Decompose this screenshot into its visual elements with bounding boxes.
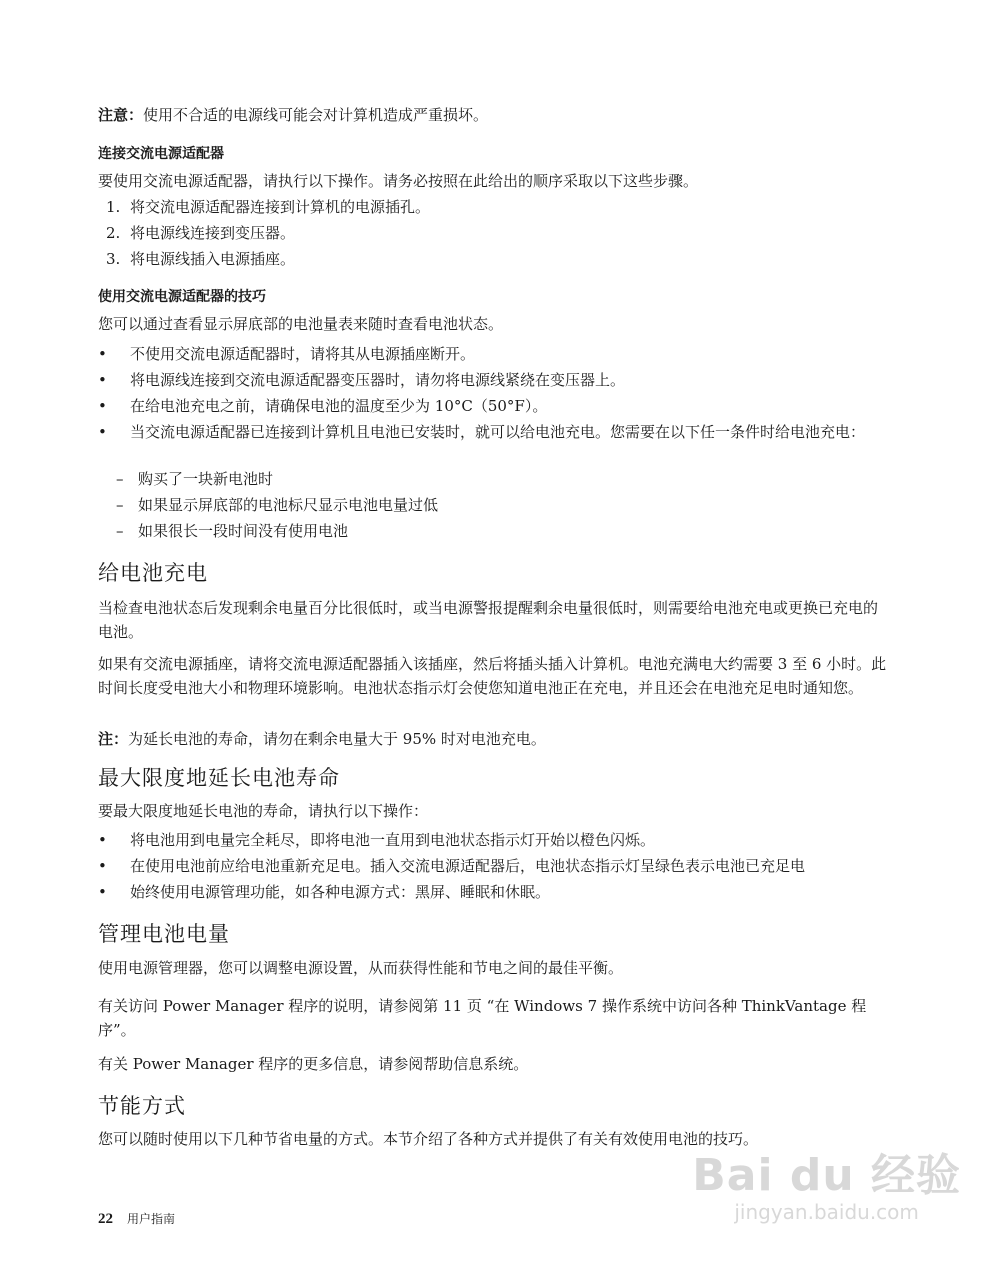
bullet-text: 在给电池充电之前，请确保电池的温度至少为 10°C（50°F）。: [130, 397, 548, 415]
list-item: [98, 221, 295, 245]
maximize-heading: 最大限度地延长电池寿命: [98, 766, 340, 790]
list-item: [98, 467, 273, 491]
charge-paragraph-1: 当检查电池状态后发现剩余电量百分比很低时，或当电源警报提醒剩余电量很低时，则需要给电池充电或更换已充电的电池。: [98, 599, 879, 641]
step-number: 3.: [106, 250, 121, 268]
dash-icon: –: [116, 496, 124, 514]
connect-heading: 连接交流电源适配器: [98, 146, 224, 162]
list-item: [98, 247, 295, 271]
watermark-url: jingyan.baidu.com: [734, 1200, 919, 1224]
bullet-text: 当交流电源适配器已连接到计算机且电池已安装时，就可以给电池充电。您需要在以下任一条件时给电池充电：: [130, 423, 866, 441]
bullet-text: 不使用交流电源适配器时，请将其从电源插座断开。: [130, 345, 476, 363]
list-item: [98, 493, 438, 517]
charge-paragraph-2: 如果有交流电源插座，请将交流电源适配器插入该插座，然后将插头插入计算机。电池充满电大约需要 3 至 6 小时。此时间长度受电池大小和物理环境影响。电池状态指示灯会使您知道电池正在充电，并且还会在电池充足电时通知您。: [98, 655, 887, 697]
dash-icon: –: [116, 522, 124, 540]
list-item: [98, 195, 430, 219]
page-number: 22: [98, 1211, 113, 1227]
note-text: 为延长电池的寿命，请勿在剩余电量大于 95% 时对电池充电。: [128, 730, 546, 748]
bullet-icon: •: [98, 857, 107, 875]
step-number: 2.: [106, 224, 121, 242]
maximize-intro: 要最大限度地延长电池的寿命，请执行以下操作：: [98, 802, 429, 820]
manage-paragraph-1: 使用电源管理器，您可以调整电源设置，从而获得性能和节电之间的最佳平衡。: [98, 959, 624, 977]
save-paragraph-1: 您可以随时使用以下几种节省电量的方式。本节介绍了各种方式并提供了有关有效使用电池的技巧。: [98, 1130, 759, 1148]
note-label: 注：: [98, 730, 129, 748]
list-item: [98, 828, 655, 852]
bullet-text: 在使用电池前应给电池重新充足电。插入交流电源适配器后，电池状态指示灯呈绿色表示电池已充足电: [130, 857, 806, 875]
warning-note: [98, 103, 488, 127]
bullet-text: 始终使用电源管理功能，如各种电源方式：黑屏、睡眠和休眠。: [130, 883, 551, 901]
footer-title: 用户指南: [127, 1212, 176, 1226]
subbullet-text: 购买了一块新电池时: [138, 470, 274, 488]
step-text: 将交流电源适配器连接到计算机的电源插孔。: [130, 198, 431, 216]
step-text: 将电源线插入电源插座。: [130, 250, 296, 268]
bullet-icon: •: [98, 831, 107, 849]
bullet-icon: •: [98, 423, 107, 441]
list-item: [98, 880, 550, 904]
bullet-icon: •: [98, 371, 107, 389]
manage-paragraph-3: 有关 Power Manager 程序的更多信息，请参阅帮助信息系统。: [98, 1055, 529, 1073]
manage-heading: 管理电池电量: [98, 922, 230, 946]
warning-text: 使用不合适的电源线可能会对计算机造成严重损坏。: [143, 106, 489, 124]
bullet-text: 将电池用到电量完全耗尽，即将电池一直用到电池状态指示灯开始以橙色闪烁。: [130, 831, 656, 849]
list-item: [98, 420, 878, 444]
step-number: 1.: [106, 198, 121, 216]
list-item: [98, 368, 625, 392]
subbullet-text: 如果很长一段时间没有使用电池: [138, 522, 349, 540]
step-text: 将电源线连接到变压器。: [130, 224, 296, 242]
dash-icon: –: [116, 470, 124, 488]
bullet-icon: •: [98, 397, 107, 415]
list-item: [98, 854, 805, 878]
baidu-watermark: [692, 1152, 961, 1224]
warning-label: 注意：: [98, 106, 144, 124]
save-heading: 节能方式: [98, 1094, 186, 1118]
manage-paragraph-2: 有关访问 Power Manager 程序的说明，请参阅第 11 页 “在 Windows 7 操作系统中访问各种 ThinkVantage 程序”。: [98, 997, 867, 1039]
bullet-text: 将电源线连接到交流电源适配器变压器时，请勿将电源线紧绕在变压器上。: [130, 371, 626, 389]
list-item: [98, 342, 475, 366]
connect-intro: 要使用交流电源适配器，请执行以下操作。请务必按照在此给出的顺序采取以下这些步骤。: [98, 172, 699, 190]
tips-heading: 使用交流电源适配器的技巧: [98, 289, 266, 305]
watermark-brand: Bai du 经验: [692, 1150, 961, 1201]
charge-note: [98, 727, 546, 751]
bullet-icon: •: [98, 345, 107, 363]
bullet-icon: •: [98, 883, 107, 901]
page-footer: [98, 1208, 175, 1228]
list-item: [98, 519, 348, 543]
tips-intro: 您可以通过查看显示屏底部的电池量表来随时查看电池状态。: [98, 315, 504, 333]
list-item: [98, 394, 547, 418]
subbullet-text: 如果显示屏底部的电池标尺显示电池电量过低: [138, 496, 439, 514]
charge-heading: 给电池充电: [98, 561, 208, 585]
